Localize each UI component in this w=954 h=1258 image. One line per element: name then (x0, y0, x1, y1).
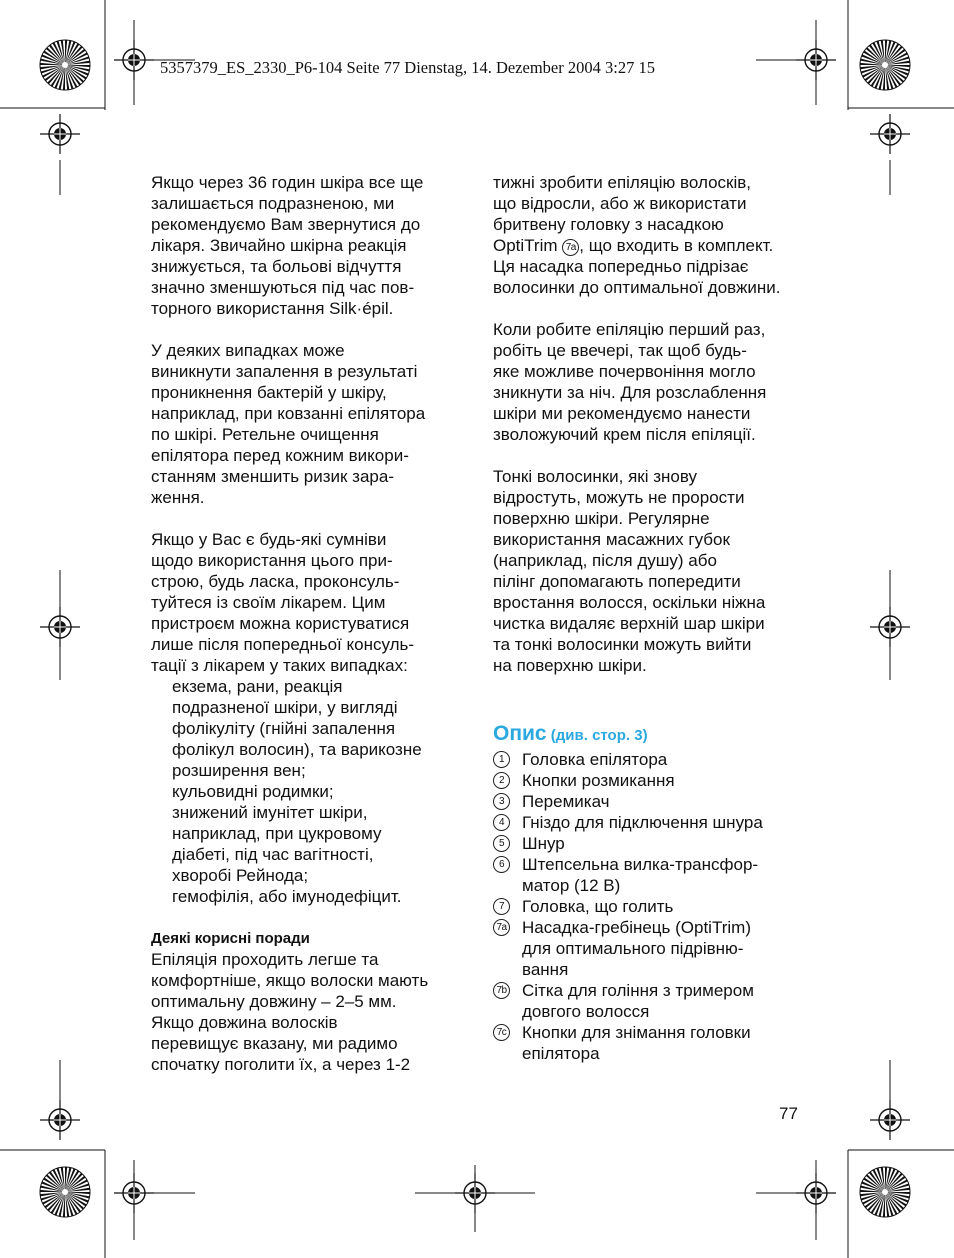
text-line: туйтеся із своїм лікарем. Цим (151, 593, 386, 612)
text-line: використання масажних губок (493, 530, 730, 549)
part-label-continuation: довгого волосся (522, 1002, 650, 1021)
list-item-continuation: фолікуліту (гнійні запалення (172, 719, 396, 738)
text-line: яке можливе почервоніння могло (493, 362, 756, 381)
list-item-continuation: фолікул волосин), та варикозне (172, 740, 422, 759)
part-label-continuation: матор (12 В) (522, 876, 621, 895)
text-line: оптимальну довжину – 2–5 мм. (151, 992, 397, 1011)
part-number-badge: 3 (493, 793, 510, 810)
paragraph-inflammation (151, 340, 471, 508)
part-label: Кнопки розмикання (522, 771, 675, 790)
list-item (151, 676, 471, 697)
part-label: Штепсельна вилка-трансфор- (522, 855, 759, 874)
page-number: 77 (779, 1104, 798, 1123)
part-number-badge: 7a (493, 919, 510, 936)
text-line: станням зменшить ризик зара- (151, 467, 394, 486)
part-ref-badge: 7a (562, 239, 579, 256)
text-line: строю, будь ласка, проконсуль- (151, 572, 400, 591)
part-item (493, 833, 815, 854)
list-item (151, 802, 471, 823)
text-line: епілятора перед кожним викори- (151, 446, 409, 465)
list-item-continuation: діабеті, під час вагітності, (172, 845, 374, 864)
part-number-badge: 5 (493, 835, 510, 852)
text-line: залишається подразненою, ми (151, 194, 395, 213)
part-label: Перемикач (522, 792, 610, 811)
part-item (493, 917, 815, 938)
text-line: Епіляція проходить легше та (151, 950, 379, 969)
part-number-badge: 7c (493, 1024, 510, 1041)
text-line: бритвену головку з насадкою (493, 215, 724, 234)
text-line: ження. (151, 488, 205, 507)
part-number-badge: 7 (493, 898, 510, 915)
color-star-target-icon (40, 40, 90, 90)
list-item-text: кульовидні родимки; (172, 782, 334, 801)
tips-heading: Деякі корисні поради (151, 930, 310, 947)
text-line: (наприклад, після душу) або (493, 551, 717, 570)
text-line: поверхню шкіри. Регулярне (493, 509, 710, 528)
part-label: Гніздо для підключення шнура (522, 813, 763, 832)
text-line: чистка видаляє верхній шар шкіри (493, 614, 765, 633)
text-line: значно зменшуються під час пов- (151, 278, 415, 297)
part-item (493, 1022, 815, 1043)
part-number-badge: 7b (493, 982, 510, 999)
list-item (151, 886, 471, 907)
text-line: шкіри ми рекомендуємо нанести (493, 404, 751, 423)
part-number-badge: 6 (493, 856, 510, 873)
list-item-continuation: наприклад, при цукровому (172, 824, 382, 843)
part-label-continuation: епілятора (522, 1044, 600, 1063)
contraindications-list (151, 676, 471, 907)
text-line: що відросли, або ж використати (493, 194, 747, 213)
paragraph-tips (151, 949, 471, 1075)
paragraph-tips-tail (493, 256, 815, 298)
part-item (493, 812, 815, 833)
text-line: рекомендуємо Вам звернутися до (151, 215, 421, 234)
part-label: Кнопки для знімання головки (522, 1023, 751, 1042)
text-line: щодо використання цього при- (151, 551, 393, 570)
text-line: по шкірі. Ретельне очищення (151, 425, 379, 444)
print-slug-header: 5357379_ES_2330_P6-104 Seite 77 Dienstag, 14. Dezember 2004 3:27 15 (160, 58, 655, 77)
text-line: Якщо довжина волосків (151, 1013, 338, 1032)
color-star-target-icon (40, 1167, 90, 1217)
part-number-badge: 4 (493, 814, 510, 831)
part-item (493, 980, 815, 1001)
text-line: Якщо через 36 годин шкіра все ще (151, 173, 424, 192)
text-line: виникнути запалення в результаті (151, 362, 418, 381)
paragraph-tips-continued (493, 172, 815, 235)
list-item-text: знижений імунітет шкіри, (172, 803, 368, 822)
part-label: Шнур (522, 834, 565, 853)
text-line: лікаря. Звичайно шкірна реакція (151, 236, 407, 255)
text-line: знижується, та больові відчуття (151, 257, 402, 276)
text-line: зникнути за ніч. Для розслаблення (493, 383, 767, 402)
text-line: вростання волосся, оскільки ніжна (493, 593, 766, 612)
text-line: Коли робите епіляцію перший раз, (493, 320, 766, 339)
list-item-continuation: хворобі Рейнода; (172, 866, 309, 885)
text-line: тації з лікарем у таких випадках: (151, 656, 408, 675)
paragraph-doubts (151, 529, 471, 676)
text-line: Ця насадка попередньо підрізає (493, 257, 749, 276)
right-column (493, 172, 815, 1064)
text-line: пристроєм можна користуватися (151, 614, 410, 633)
part-number-badge: 1 (493, 751, 510, 768)
text-line: та тонкі волосинки можуть вийти (493, 635, 752, 654)
part-label: Сітка для гоління з тримером (522, 981, 754, 1000)
part-label: Головка, що голить (522, 897, 674, 916)
text-line: робіть це ввечері, так щоб будь- (493, 341, 747, 360)
part-item (493, 896, 815, 917)
part-label-continuation: для оптимального підрівню- (522, 939, 744, 958)
list-item (151, 781, 471, 802)
text-line: спочатку поголити їх, а через 1-2 (151, 1055, 411, 1074)
part-label: Головка епілятора (522, 750, 668, 769)
part-item (493, 854, 815, 875)
list-item-continuation: подразненої шкіри, у вигляді (172, 698, 398, 717)
text-line: відростуть, можуть не прорости (493, 488, 745, 507)
text-line: перевищує вказану, ми радимо (151, 1034, 398, 1053)
part-number-badge: 2 (493, 772, 510, 789)
color-star-target-icon (860, 1167, 910, 1217)
left-column (151, 172, 471, 1075)
text-line: пілінг допомагають попередити (493, 572, 741, 591)
color-star-target-icon (860, 40, 910, 90)
text-line: тижні зробити епіляцію волосків, (493, 173, 751, 192)
part-label: Насадка-гребінець (OptiTrim) (522, 918, 751, 937)
text-line: Тонкі волосинки, які знову (493, 467, 698, 486)
paragraph-first-time (493, 319, 815, 445)
text-line: на поверхню шкіри. (493, 656, 647, 675)
part-item (493, 791, 815, 812)
part-item (493, 770, 815, 791)
text-line: комфортніше, якщо волоски мають (151, 971, 429, 990)
list-item-text: екзема, рани, реакція (172, 677, 343, 696)
text-line: У деяких випадках може (151, 341, 345, 360)
paragraph-ingrown-hairs (493, 466, 815, 676)
parts-list (493, 749, 815, 1064)
text-line: Якщо у Вас є будь-які сумніви (151, 530, 387, 549)
list-item-text: гемофілія, або імунодефіцит. (172, 887, 402, 906)
paragraph-skin-irritation (151, 172, 471, 319)
text-line: лише після попередньої консуль- (151, 635, 415, 654)
text-line: проникнення бактерій у шкіру, (151, 383, 387, 402)
text-line: наприклад, при ковзанні епілятора (151, 404, 426, 423)
optitrim-line: OptiTrim 7a , що входить в комплект. (493, 236, 774, 255)
section-title-description: Опис (див. стор. 3) (493, 722, 648, 745)
list-item-continuation: розширення вен; (172, 761, 306, 780)
part-item (493, 749, 815, 770)
text-line: волосинки до оптимальної довжини. (493, 278, 781, 297)
text-line: торного використання Silk·épil. (151, 299, 394, 318)
text-line: зволожуючий крем після епіляції. (493, 425, 756, 444)
part-label-continuation: вання (522, 960, 569, 979)
